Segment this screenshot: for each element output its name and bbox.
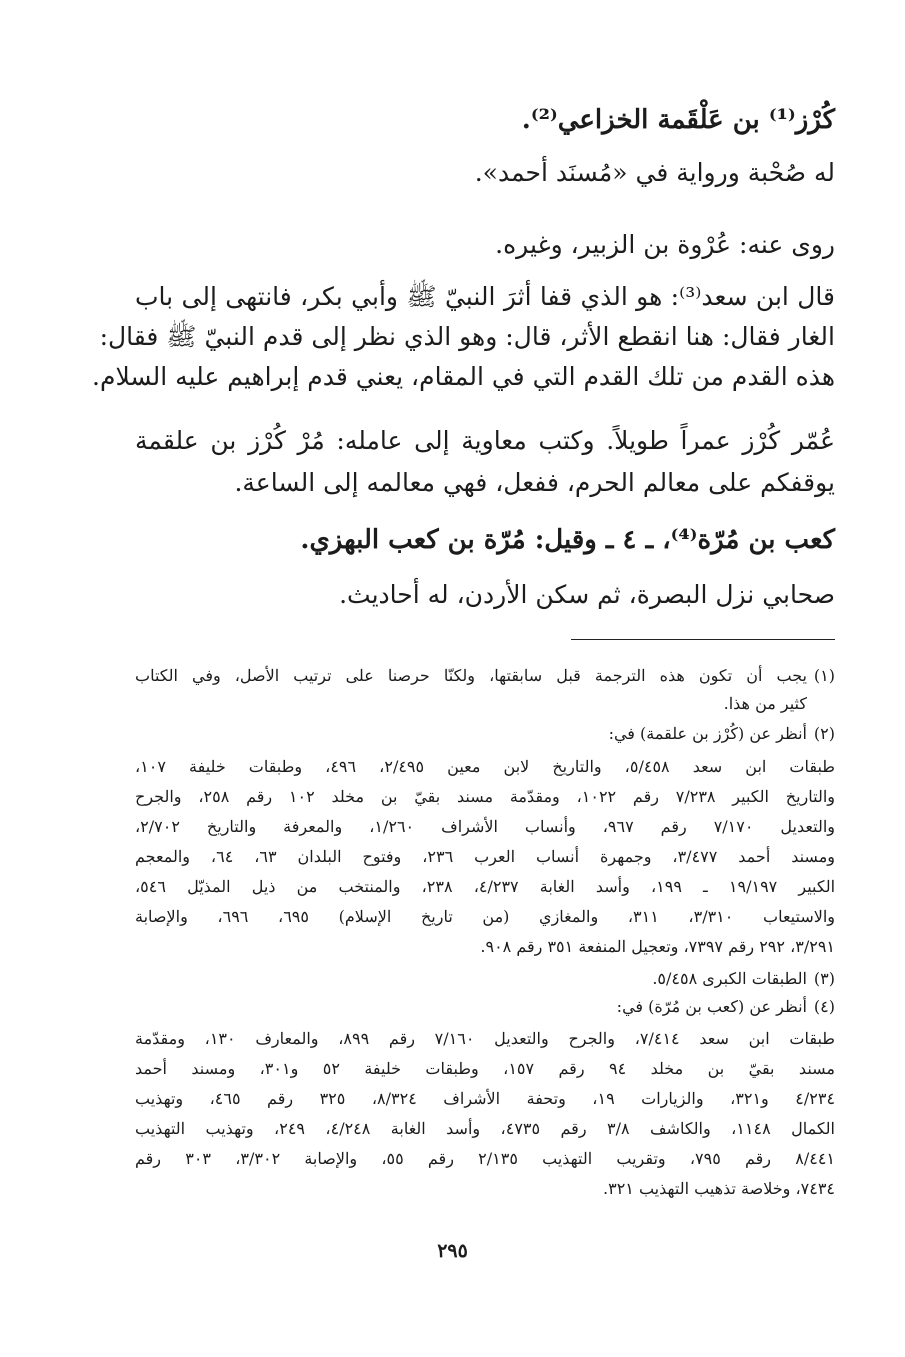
footnote-2-line-5: ومسند أحمد ٣/٤٧٧، وجمهرة أنساب العرب ٢٣٦، وفتوح البلدان ٦٣، ٦٤، والمعجم	[135, 847, 835, 866]
ibn-saad-line-2: الغار فقال: هنا انقطع الأثر، قال: وهو الذي نظر إلى قدم النبيّ ﷺ فقال:	[99, 322, 835, 351]
footnote-4-line-2: طبقات ابن سعد ٧/٤١٤، والجرح والتعديل ٧/١٦٠ رقم ٨٩٩، والمعارف ١٣٠، ومقدّمة	[135, 1029, 836, 1048]
entry-heading-kaab: كعب بن مُرّة⁽⁴⁾، ـ ٤ ـ وقيل: مُرّة بن كعب البهزي.	[300, 525, 835, 555]
footnote-1-text: يجب أن تكون هذه الترجمة قبل سابقتها، ولكنّا حرصنا على ترتيب الأصل، وفي الكتاب	[135, 666, 807, 685]
footnote-2-line-2: طبقات ابن سعد ٥/٤٥٨، والتاريخ لابن معين ٢/٤٩٥، ٤٩٦، وطبقات خليفة ١٠٧،	[135, 757, 836, 776]
kurz-sahaba-line: له صُحْبة ورواية في «مُسنَد أحمد».	[474, 158, 835, 187]
page-number: ٢٩٥	[437, 1240, 468, 1262]
footnote-4-line-4: ٤/٢٣٤ و٣٢١، والزيارات ١٩، وتحفة الأشراف ٨/٣٢٤، ٣٢٥ رقم ٤٦٥، وتهذيب	[135, 1089, 836, 1108]
footnote-1-line-1	[135, 662, 835, 690]
kaab-description-line: صحابي نزل البصرة، ثم سكن الأردن، له أحاديث.	[339, 580, 835, 609]
footnote-2-number: (٢)	[813, 724, 835, 743]
footnote-divider	[571, 639, 835, 640]
footnote-4-number: (٤)	[813, 997, 835, 1016]
footnote-4-line-3: مسند بقيّ بن مخلد ٩٤ رقم ١٥٧، وطبقات خليفة ٥٢ و٣٠١، ومسند أحمد	[135, 1059, 835, 1078]
footnote-4-intro: أنظر عن (كعب بن مُرّة) في:	[616, 997, 807, 1016]
footnote-2-line-4: والتعديل ٧/١٧٠ رقم ٩٦٧، وأنساب الأشراف ١/٢٦٠، والمعرفة والتاريخ ٢/٧٠٢،	[135, 817, 835, 836]
footnote-4-line-7: ٧٤٣٤، وخلاصة تذهيب التهذيب ٣٢١.	[603, 1179, 835, 1198]
ibn-saad-line-1: قال ابن سعد⁽³⁾: هو الذي قفا أثرَ النبيّ ﷺ وأبي بكر، فانتهى إلى باب	[135, 282, 835, 311]
footnote-3-number: (٣)	[813, 969, 835, 988]
ibn-saad-line-3: هذه القدم من تلك القدم التي في المقام، يعني قدم إبراهيم عليه السلام.	[92, 362, 835, 391]
footnote-2-line-6: الكبير ١٩/١٩٧ ـ ١٩٩، وأسد الغابة ٤/٢٣٧، ٢٣٨، والمنتخب من ذيل المذيّل ٥٤٦،	[135, 877, 836, 896]
umr-line-2: يوقفكم على معالم الحرم، ففعل، فهي معالمه إلى الساعة.	[234, 468, 835, 497]
entry-heading-kurz: كُرْز⁽¹⁾ بن عَلْقَمة الخزاعي⁽²⁾.	[521, 105, 835, 135]
footnote-2-line-1	[135, 720, 835, 748]
footnote-2-intro: أنظر عن (كُرْز بن علقمة) في:	[608, 724, 807, 743]
footnote-4-line-6: ٨/٤٤١ رقم ٧٩٥، وتقريب التهذيب ٢/١٣٥ رقم ٥٥، والإصابة ٣/٣٠٢، ٣٠٣ رقم	[135, 1149, 836, 1168]
umr-line-1: عُمّر كُرْز عمراً طويلاً. وكتب معاوية إلى عامله: مُرْ كُرْز بن علقمة	[135, 426, 835, 455]
footnote-1-line-2: كثير من هذا.	[723, 694, 807, 713]
footnote-2-line-7: والاستيعاب ٣/٣١٠، ٣١١، والمغازي (من تاريخ الإسلام) ٦٩٥، ٦٩٦، والإصابة	[135, 907, 836, 926]
footnote-2-line-3: والتاريخ الكبير ٧/٢٣٨ رقم ١٠٢٢، ومقدّمة مسند بقيّ بن مخلد ١٠٢ رقم ٢٥٨، والجرح	[135, 787, 836, 806]
kurz-narrators-line: روى عنه: عُرْوة بن الزبير، وغيره.	[495, 230, 835, 259]
footnote-3-line-1	[135, 965, 835, 993]
footnote-4-line-1	[135, 993, 835, 1021]
footnote-2-line-8: ٣/٢٩١، ٢٩٢ رقم ٧٣٩٧، وتعجيل المنفعة ٣٥١ رقم ٩٠٨.	[480, 937, 835, 956]
footnote-3-text: الطبقات الكبرى ٥/٤٥٨.	[652, 969, 807, 988]
footnote-4-line-5: الكمال ١١٤٨، والكاشف ٣/٨ رقم ٤٧٣٥، وأسد الغابة ٤/٢٤٨، ٢٤٩، وتهذيب التهذيب	[135, 1119, 836, 1138]
footnote-1-number: (١)	[813, 666, 835, 685]
